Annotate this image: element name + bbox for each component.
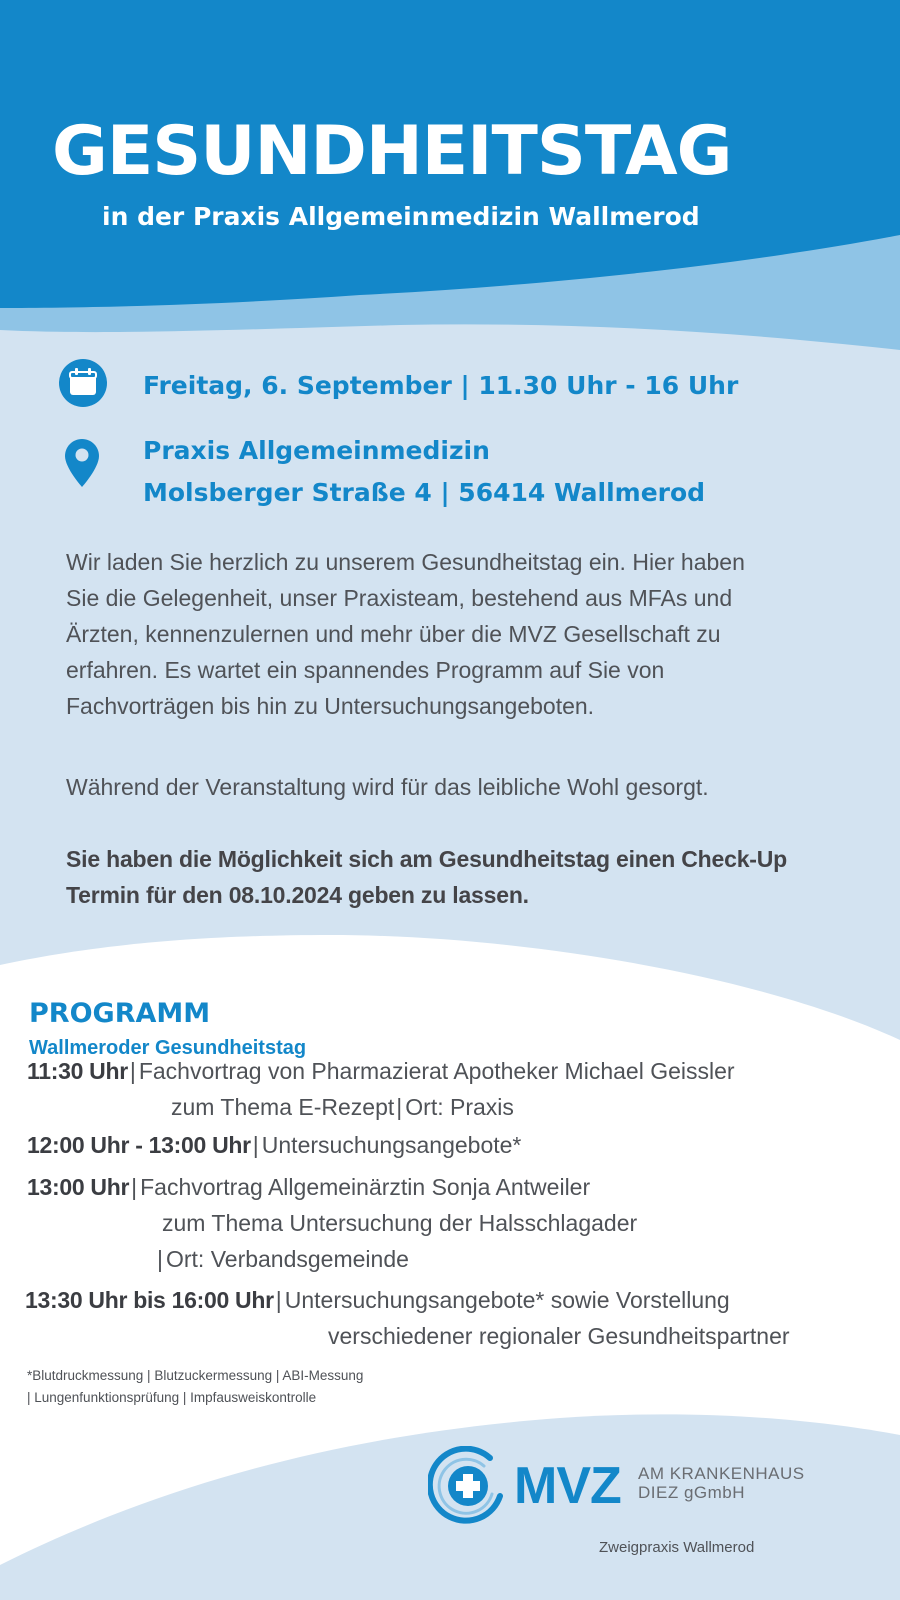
intro-line: Ärzten, kennenzulernen und mehr über die MVZ Gesellschaft zu [66,621,721,647]
intro-line: erfahren. Es wartet ein spannendes Programm auf Sie von [66,657,665,683]
program-description: zum Thema E-Rezept [171,1094,395,1120]
page-subtitle: in der Praxis Allgemeinmedizin Wallmerod [102,202,700,231]
program-time: 13:00 Uhr [27,1174,130,1200]
intro-line: Fachvorträgen bis hin zu Untersuchungsangeboten. [66,693,595,719]
program-item [27,1127,521,1163]
program-description: Fachvortrag von Pharmazierat Apotheker Michael Geissler [138,1058,735,1084]
separator: | [275,1287,282,1313]
catering-note: Während der Veranstaltung wird für das leibliche Wohl gesorgt. [66,774,709,800]
logo-line-2: DIEZ gGmbH [638,1483,746,1502]
program-time: 12:00 Uhr - 13:00 Uhr [27,1132,251,1158]
event-location-name: Praxis Allgemeinmedizin [143,436,490,465]
logo-name: MVZ [514,1457,621,1515]
separator: | [252,1132,259,1158]
logo-line-1: AM KRANKENHAUS [638,1464,805,1483]
footnote [27,1365,363,1409]
program-description: verschiedener regionaler Gesundheitspartner [328,1323,790,1349]
program-item-continuation [171,1089,514,1125]
program-time: 11:30 Uhr [27,1058,128,1084]
footnote-line: | Lungenfunktionsprüfung | Impfausweiskontrolle [27,1390,317,1405]
footnote-line: *Blutdruckmessung | Blutzuckermessung | ABI-Messung [27,1368,364,1383]
intro-paragraph [66,544,866,724]
program-heading: PROGRAMM [29,998,211,1029]
program-item [27,1053,735,1089]
separator: | [396,1094,403,1120]
program-description: zum Thema Untersuchung der Halsschlagader [162,1210,638,1236]
program-location: Ort: Verbandsgemeinde [165,1246,409,1272]
separator: | [129,1058,136,1084]
program-location: Ort: Praxis [405,1094,514,1120]
checkup-line: Sie haben die Möglichkeit sich am Gesundheitstag einen Check-Up [66,846,788,872]
calendar-icon [58,358,108,408]
location-pin-icon [64,438,100,488]
checkup-note [66,841,866,913]
program-subheading: Wallmeroder Gesundheitstag [29,1037,307,1059]
separator: | [131,1174,138,1200]
intro-line: Sie die Gelegenheit, unser Praxisteam, bestehend aus MFAs und [66,585,733,611]
branch-name: Zweigpraxis Wallmerod [599,1539,755,1556]
event-location-address: Molsberger Straße 4 | 56414 Wallmerod [143,478,706,507]
program-item-continuation [162,1205,637,1241]
program-description: Fachvortrag Allgemeinärztin Sonja Antweiler [140,1174,591,1200]
program-item-continuation [328,1318,790,1354]
program-time: 13:30 Uhr bis 16:00 Uhr [25,1287,274,1313]
intro-line: Wir laden Sie herzlich zu unserem Gesundheitstag ein. Hier haben [66,549,745,575]
program-item-continuation [155,1241,409,1277]
page-title: GESUNDHEITSTAG [52,112,732,191]
separator: | [157,1246,163,1272]
program-description: Untersuchungsangebote* sowie Vorstellung [284,1287,730,1313]
program-description: Untersuchungsangebote* [261,1132,522,1158]
checkup-line: Termin für den 08.10.2024 geben zu lassen. [66,882,529,908]
program-item [27,1169,590,1205]
event-date-time: Freitag, 6. September | 11.30 Uhr - 16 Uhr [143,371,739,400]
medical-cross-logo-icon [428,1446,508,1526]
program-item [25,1282,730,1318]
